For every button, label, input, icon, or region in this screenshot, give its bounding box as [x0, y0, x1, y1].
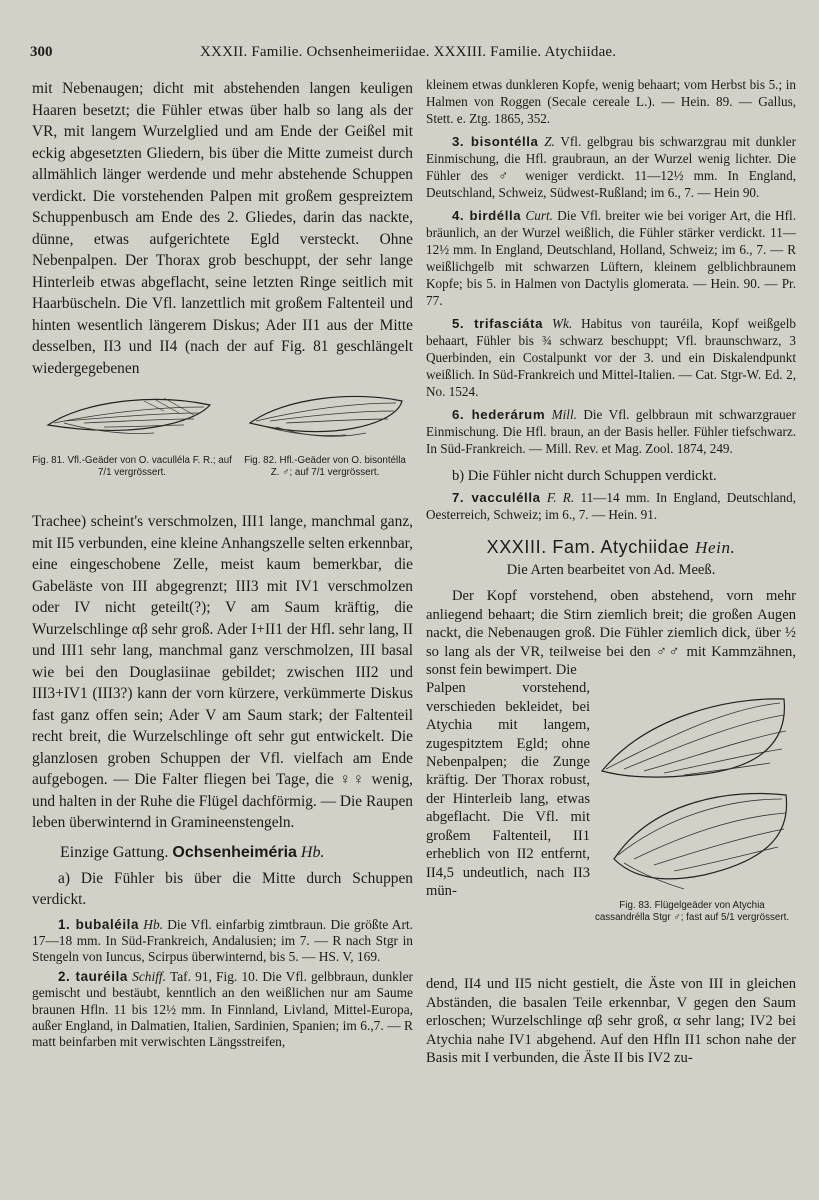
family-description-wrapped: Palpen vorstehend, verschieden bekleidet, bei Atychia mit langem, zugespitztem Egld; ohne Nebenpalpen; die Zunge kräftig. Der Thorax robust, der Hinterleib lang, etwas abgeflacht. Die Vfl. mit großem Faltenteil, II1 erheblich von II2 entfernt, II4,5 undeutlich, nach II3 mün- [426, 680, 590, 899]
species-author: Mill. [551, 407, 577, 422]
family-title: XXXIII. Fam. Atychiidae [486, 537, 690, 558]
figure-81-caption: Fig. 81. Vfl.-Geäder von O. vaculléla F. R.; auf 7/1 vergrössert. [32, 455, 232, 478]
family-description-1: Der Kopf vorstehend, oben abstehend, vorn mehr anliegend behaart; die Stirn ziemlich breit; die großen Augen nackt, die Nebenaugen groß. Die Fühler ziemlich dick, über ½ so lang als der VR, teilweise bei den ♂♂ mit Kammzähnen, sonst fein bewimpert. Die [426, 588, 796, 679]
species-author: Wk. [552, 316, 573, 331]
running-header [28, 44, 788, 68]
species-author: Z. [544, 134, 555, 149]
key-a: a) Die Fühler bis über die Mitte durch Schuppen verdickt. [32, 869, 413, 908]
species-entry-5 [426, 315, 796, 400]
key-b: b) Die Fühler nicht durch Schuppen verdickt. [452, 468, 717, 484]
genus-label: Einzige Gattung. [60, 843, 169, 861]
forewing-venation-figure-81 [44, 383, 214, 453]
continued-paragraph: Trachee) scheint's verschmolzen, III1 lange, manchmal ganz, mit II5 verbunden, eine kleine Anhangszelle selten erkennbar, eine eingeschobene Zelle, meist kaum bemerkbar, die Gabeläste von III abgegrenzt; III3 mit IV1 verschmolzen oder IV nicht geteilt(?); V am Saum kräftig, die Wurzelschlinge αβ sehr groß. Ader I+II1 der Hfl. sehr lang, II und III1 sehr lang, manchmal ganz verschmolzen, III basal wie bei den Douglasiinae gebildet; zwischen III2 und III3+IV1 (III3?) kann der vorn kürzere, verkümmerte Diskus fast ganz offen sein; Ader V am Saum stark; der Faltenteil recht breit, die Wurzelschlinge oft sehr gut entwickelt. Die glanzlosen groben Schuppen der Vfl. vielfach am Ende aufgebogen. — Die Falter fliegen bei Tage, die ♀♀ wenig, und halten in der Ruhe die Flügel dachförmig. — Die Raupen leben überwinternd in Gramineenstengeln. [32, 513, 414, 831]
species-name: 2. tauréila [58, 969, 128, 985]
genus-heading [60, 844, 413, 862]
family-author: Hein. [695, 538, 736, 558]
figure-82-caption: Fig. 82. Hfl.-Geäder von O. bisontélla Z. ♂; auf 7/1 vergrössert. [244, 455, 406, 478]
figure-row-81-82 [32, 383, 413, 503]
species-entry-1 [32, 917, 413, 966]
left-column [32, 78, 413, 1050]
species-description: Die Vfl. gelbbraun mit schwarzgrauer Einmischung. Die Hfl. braun, an der Basis heller. Fühler tiefschwarz. In Süd-Frankreich. — Mill. Rev. et Mag. Zool. 1874, 249. [426, 407, 797, 456]
species-author: Curt. [525, 208, 553, 223]
hindwing-venation-figure-82 [246, 383, 406, 453]
species-description: 11—14 mm. In England, Deutschland, Oesterreich, Schweiz; im 6., 7. — Hein. 91. [426, 490, 797, 523]
species-name: 6. hederárum [452, 407, 546, 422]
species-description: Taf. 91, Fig. 10. Die Vfl. gelbbraun, dunkler gemischt und bestäubt, kenntlich an den weißlichen nur am Saume braunen Hfln. 11 bis 12½ mm. In Finnland, Livland, Mittel-Europa, außer England, in Dalmatien, Italien, Sardinien, Spanien; im 6.,7. — R matt beinfarben mit verwischten Längsstreifen, [32, 969, 414, 1049]
genus-author: Hb. [300, 843, 325, 861]
species-name: 5. trifasciáta [452, 316, 544, 331]
wrapped-figure-block [426, 679, 796, 975]
species-description: Die Vfl. einfarbig zimtbraun. Die größte Art. 17—18 mm. In Süd-Frankreich, Andalusien; im 7. — R nach Stgr in Stengeln von Iuncus, Scirpus überwinternd, bis 5. — HS. V, 169. [32, 916, 413, 964]
atychia-wing-venation-figure-83 [594, 679, 794, 899]
family-description-2: dend, II4 und II5 nicht gestielt, die Äste von III in gleichen Abständen, die basalen Teile erkennbar, V gegen den Saum erloschen; Wurzelschlinge αβ sehr groß, α sehr lang; IV2 bei Atychia nahe IV1 abgehend. Auf den Hfln II1 schon nahe der Basis mit I verbunden, die Äste II bis IV2 zu- [426, 976, 796, 1067]
running-title: XXXII. Familie. Ochsenheimeriidae. XXXIII. Familie. Atychiidae. [200, 44, 617, 60]
species-description: Habitus von tauréila, Kopf weißgelb behaart, Fühler bis ¾ schwarz beschuppt; Vfl. braunschwarz, 3 Querbinden, ein Costalpunkt vor der 3. und ein Diskalendpunkt weißlich. In Süd-Frankreich und Mittel-Italien. — Cat. Stgr-W. Ed. 2, No. 1524. [426, 316, 797, 399]
right-column [426, 76, 796, 1067]
species-name: 3. bisontélla [452, 134, 539, 149]
species-name: 7. vacculélla [452, 490, 541, 506]
species-description: Vfl. gelbgrau bis schwarzgrau mit dunkler Einmischung, die Hfl. graubraun, an der Wurzel wenig lichter. Die Fühler des ♂ weniger verdickt. 11—12½ mm. In England, Deutschland, Schweiz, Südwest-Rußland; im 6., 7. — Hein 90. [426, 134, 797, 200]
figure-83 [594, 679, 796, 923]
genus-name: Ochsenheiméria [172, 843, 297, 861]
species-name: 4. birdélla [452, 208, 522, 223]
species-description: Die Vfl. breiter wie bei voriger Art, die Hfl. bräunlich, an der Wurzel weißlich, die Fühler stärker verdickt. 11—12½ mm. In England, Deutschland, Holland, Schweiz; im 6., 7. — R weißlichgelb mit schwarzen Lüftern, kleinem gelblichbraunem Kopfe; bis 5. in Halmen von Dactylis glomerata. — Hein. 90. — Pr. 77. [426, 208, 797, 308]
species-author: Hb. [143, 916, 163, 932]
figure-83-caption: Fig. 83. Flügelgeäder von Atychia cassandrélla Stgr ♂; fast auf 5/1 vergrössert. [594, 900, 790, 923]
species-entry-7 [426, 489, 796, 523]
intro-paragraph: mit Nebenaugen; dicht mit abstehenden langen keuligen Haaren besetzt; die Fühler etwas über halb so lang als der VR, mit langem Wurzelglied und am Ende der Geißel mit eckig abgesetzten Gliedern, bis über die Mitte zumeist durch allmählich länger werdende und mehr abstehende Schuppen verdickt. Die vorstehenden Palpen mit großem gespreiztem Schuppenbusch am Ende des 2. Gliedes, darin das nackte, dünne, etwas aufgerichtete Egld versteckt. Ohne Nebenpalpen. Der Thorax grob beschuppt, der sehr lange Hinterleib etwas abgeflacht, seine letzten Ringe seitlich mit Haarbüscheln. Die Vfl. lanzettlich mit großem Faltenteil und hinten wesentlich längerem Diskus; Ader II1 aus der Mitte desselben, II3 und II4 (nach der auf Fig. 81 geschlängelt wiedergegebenen [32, 80, 413, 377]
species-entry-2 [32, 969, 413, 1050]
continued-species-text: kleinem etwas dunkleren Kopfe, wenig behaart; vom Herbst bis 5.; in Halmen von Roggen (Secale cereale L.). — Hein. 89. — Gallus, Stett. e. Ztg. 1865, 352. [426, 77, 796, 126]
species-author: F. R. [546, 490, 575, 506]
species-name: 1. bubaléila [58, 916, 140, 932]
family-authors-note: Die Arten bearbeitet von Ad. Meeß. [506, 562, 716, 579]
family-heading [426, 537, 796, 558]
species-entry-6 [426, 406, 796, 457]
species-entry-4 [426, 207, 796, 309]
species-author: Schiff. [132, 969, 166, 985]
species-entry-3 [426, 133, 796, 201]
page-number: 300 [30, 44, 53, 60]
